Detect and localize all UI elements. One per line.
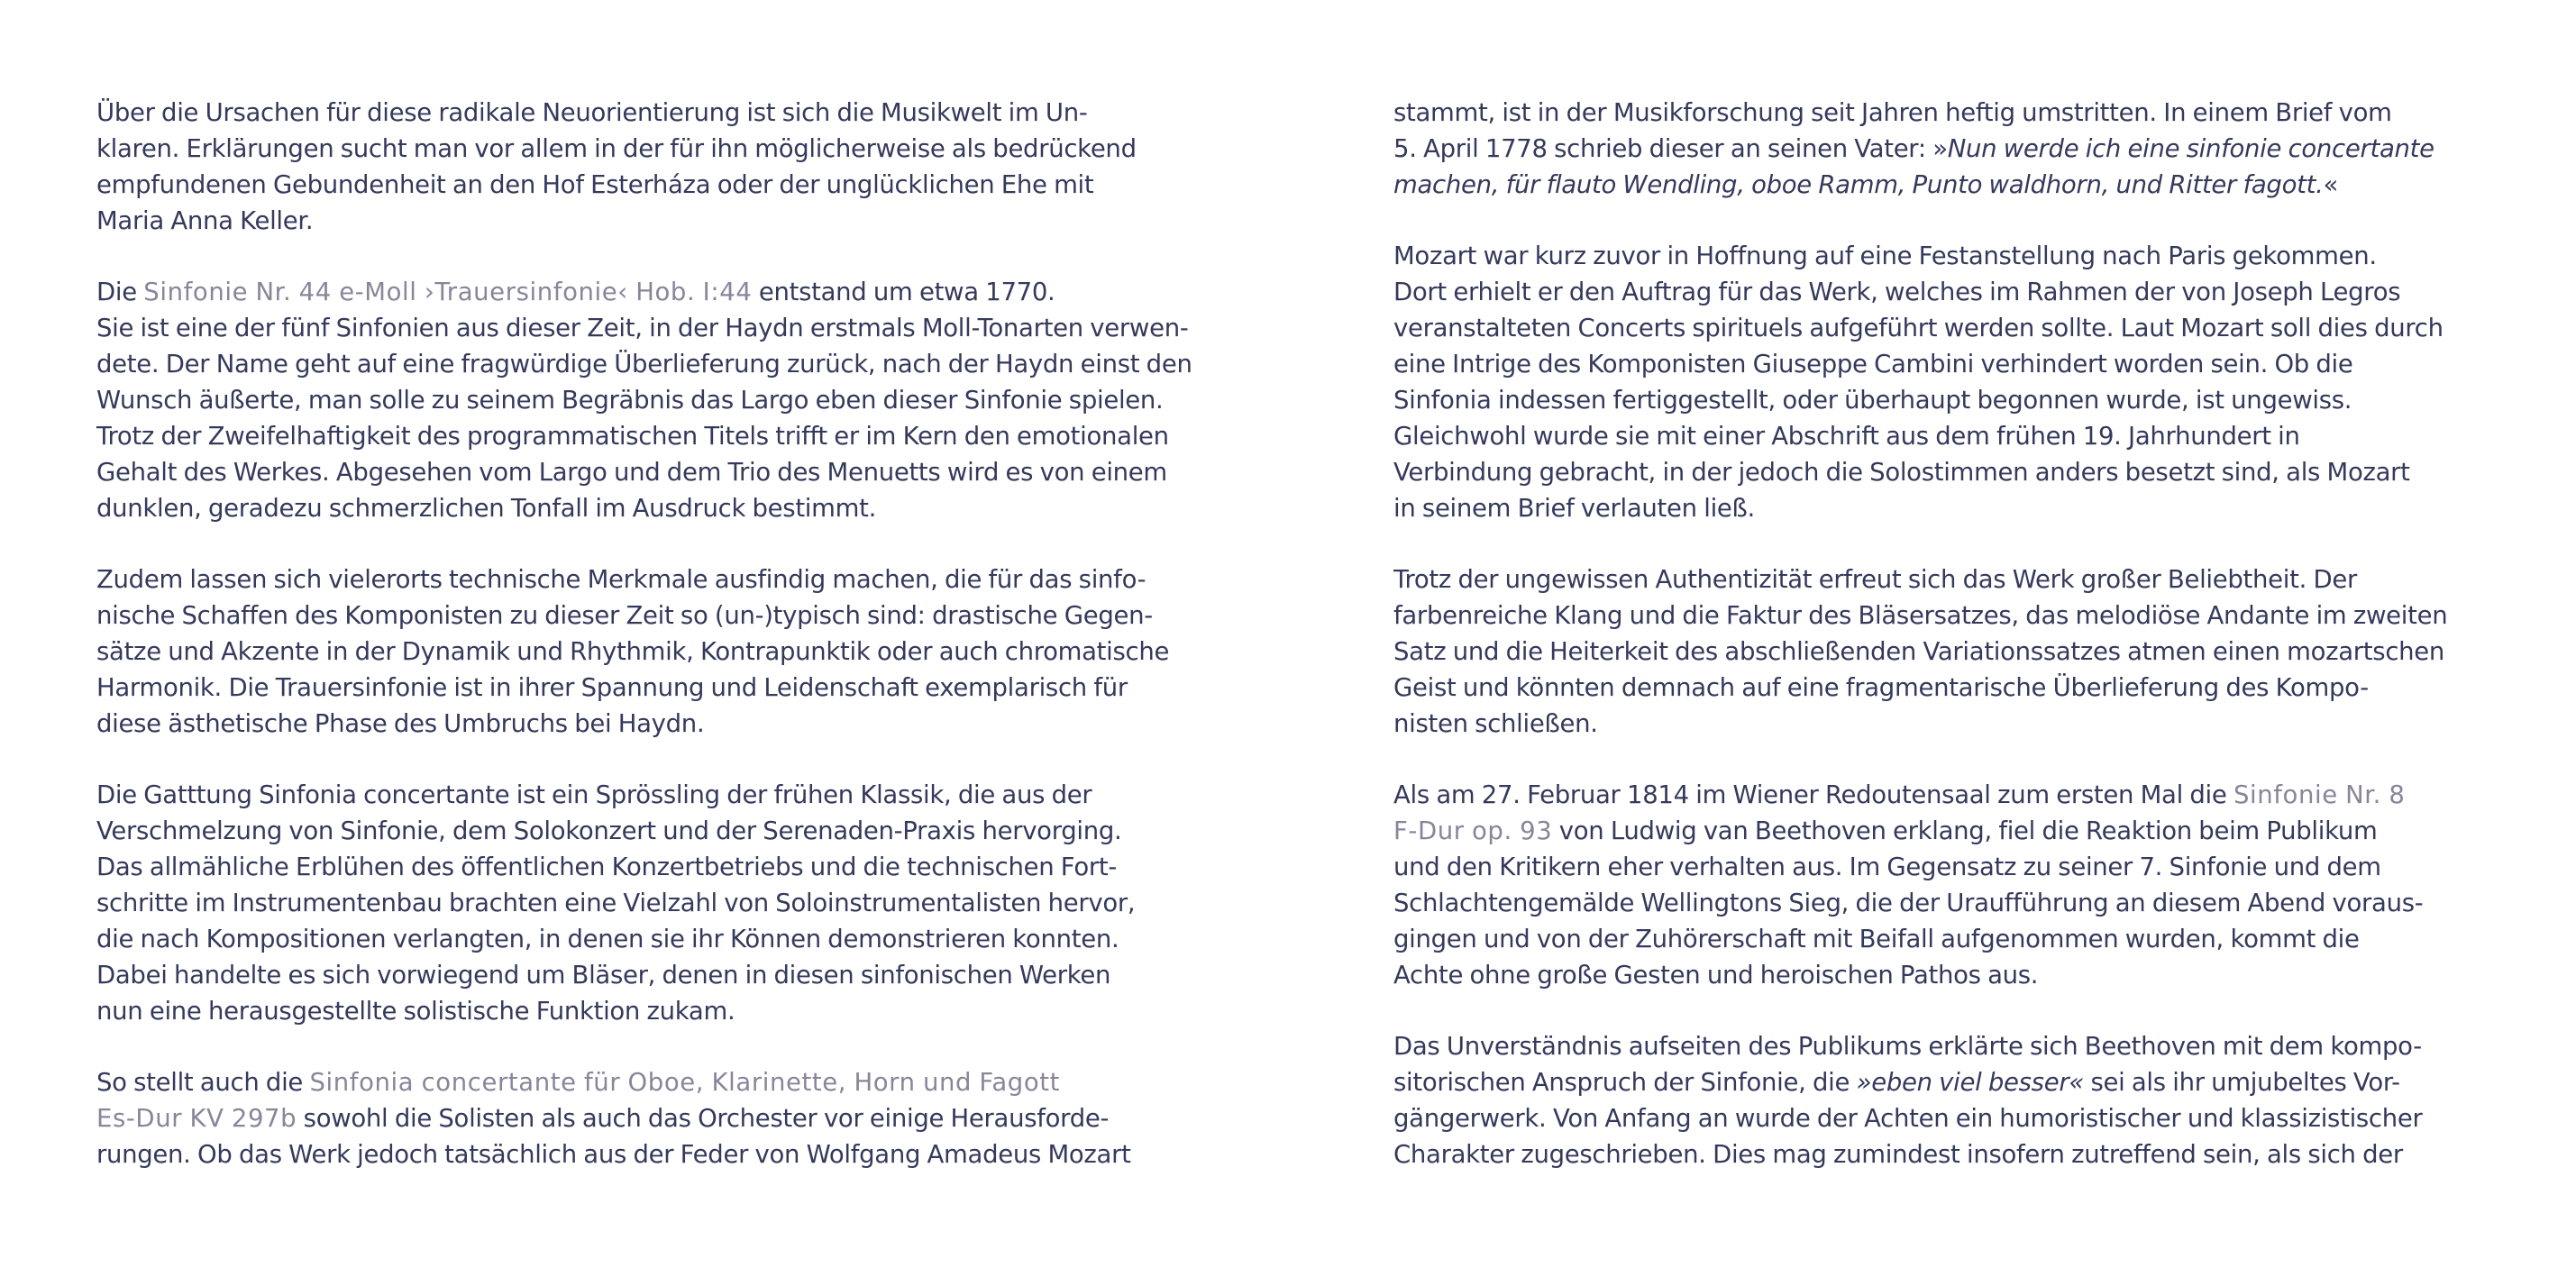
work-title: F-Dur op. 93: [1393, 816, 1553, 845]
text-line: [1393, 167, 2511, 203]
text-line: Harmonik. Die Trauersinfonie ist in ihrer Spannung und Leidenschaft exemplarisch für: [96, 673, 1128, 702]
quote-text: »eben viel besser«: [1856, 1068, 2085, 1097]
text-line: und den Kritikern eher verhalten aus. Im Gegensatz zu seiner 7. Sinfonie und dem: [1393, 853, 2381, 881]
text-line: [1393, 777, 2511, 813]
paragraph: [1393, 1028, 2511, 1172]
paragraph: [1393, 561, 2511, 742]
text-line: sätze und Akzente in der Dynamik und Rhythmik, Kontrapunktik oder auch chromatische: [96, 637, 1170, 666]
text-line: Geist und könnten demnach auf eine fragmentarische Überlieferung des Kompo-: [1393, 673, 2369, 702]
text-line: Charakter zugeschrieben. Dies mag zumindest insofern zutreffend sein, als sich der: [1393, 1140, 2403, 1169]
text-line: Sie ist eine der fünf Sinfonien aus dieser Zeit, in der Haydn erstmals Moll-Tonarten verwen-: [96, 314, 1189, 342]
text-line: diese ästhetische Phase des Umbruchs bei Haydn.: [96, 709, 705, 738]
text-run: «: [2323, 170, 2339, 199]
text-line: Dabei handelte es sich vorwiegend um Bläser, denen in diesen sinfonischen Werken: [96, 961, 1111, 990]
text-run: sowohl die Solisten als auch das Orchester vor einige Herausforde-: [297, 1104, 1110, 1133]
text-line: Verschmelzung von Sinfonie, dem Solokonzert und der Serenaden-Praxis hervorging.: [96, 816, 1122, 845]
work-title: Es-Dur KV 297b: [96, 1104, 297, 1133]
text-line: gängerwerk. Von Anfang an wurde der Achten ein humoristischer und klassizistischer: [1393, 1104, 2423, 1133]
text-line: [96, 1100, 1214, 1136]
text-line: [1393, 1064, 2511, 1100]
text-run: entstand um etwa 1770.: [752, 278, 1055, 306]
paragraph: [1393, 777, 2511, 993]
text-line: Trotz der ungewissen Authentizität erfreut sich das Werk großer Beliebtheit. Der: [1393, 565, 2357, 594]
text-line: eine Intrige des Komponisten Giuseppe Cambini verhindert worden sein. Ob die: [1393, 350, 2353, 379]
text-line: die nach Kompositionen verlangten, in denen sie ihr Können demonstrieren konnten.: [96, 925, 1119, 953]
paragraph: [96, 274, 1214, 526]
text-run: von Ludwig van Beethoven erklang, fiel die Reaktion beim Publikum: [1552, 816, 2378, 845]
quote-text: Nun werde ich eine sinfonie concertante: [1947, 134, 2434, 163]
paragraph: [96, 95, 1214, 239]
text-line: Verbindung gebracht, in der jedoch die Solostimmen anders besetzt sind, als Mozart: [1393, 458, 2410, 487]
text-line: Achte ohne große Gesten und heroischen Pathos aus.: [1393, 961, 2039, 990]
text-line: klaren. Erklärungen sucht man vor allem in der für ihn möglicherweise als bedrückend: [96, 134, 1137, 163]
text-line: Mozart war kurz zuvor in Hoffnung auf eine Festanstellung nach Paris gekommen.: [1393, 242, 2377, 270]
text-line: dunklen, geradezu schmerzlichen Tonfall im Ausdruck bestimmt.: [96, 494, 877, 523]
text-line: Gehalt des Werkes. Abgesehen vom Largo und dem Trio des Menuetts wird es von einem: [96, 458, 1167, 487]
text-line: Das Unverständnis aufseiten des Publikums erklärte sich Beethoven mit dem kompo-: [1393, 1032, 2422, 1061]
text-line: Trotz der Zweifelhaftigkeit des programmatischen Titels trifft er im Kern den emotionalen: [96, 422, 1169, 451]
text-line: in seinem Brief verlauten ließ.: [1393, 494, 1755, 523]
text-line: Zudem lassen sich vielerorts technische Merkmale ausfindig machen, die für das sinfo-: [96, 565, 1146, 594]
text-line: Dort erhielt er den Auftrag für das Werk, welches im Rahmen der von Joseph Legros: [1393, 278, 2401, 306]
text-line: dete. Der Name geht auf eine fragwürdige Überlieferung zurück, nach der Haydn einst den: [96, 350, 1192, 379]
text-run: Als am 27. Februar 1814 im Wiener Redoutensaal zum ersten Mal die: [1393, 780, 2233, 809]
text-line: [1393, 813, 2511, 849]
text-line: nisten schließen.: [1393, 709, 1598, 738]
text-line: schritte im Instrumentenbau brachten eine Vielzahl von Soloinstrumentalisten hervor,: [96, 889, 1136, 917]
text-line: [96, 1064, 1214, 1100]
text-line: Wunsch äußerte, man solle zu seinem Begräbnis das Largo eben dieser Sinfonie spielen.: [96, 386, 1164, 415]
text-run: So stellt auch die: [96, 1068, 310, 1097]
text-line: Satz und die Heiterkeit des abschließenden Variationssatzes atmen einen mozartschen: [1393, 637, 2445, 666]
text-run: 5. April 1778 schrieb dieser an seinen Vater: »: [1393, 134, 1948, 163]
text-line: veranstalteten Concerts spirituels aufgeführt werden sollte. Laut Mozart soll dies durch: [1393, 314, 2444, 342]
text-line: Die Gatttung Sinfonia concertante ist ein Sprössling der frühen Klassik, die aus der: [96, 780, 1092, 809]
paragraph: [1393, 95, 2511, 203]
text-line: empfundenen Gebundenheit an den Hof Esterháza oder der unglücklichen Ehe mit: [96, 170, 1094, 199]
paragraph: [96, 561, 1214, 742]
paragraph: [1393, 238, 2511, 526]
paragraph: [96, 1064, 1214, 1172]
text-line: gingen und von der Zuhörerschaft mit Beifall aufgenommen wurden, kommt die: [1393, 925, 2360, 953]
work-title: Sinfonia concertante für Oboe, Klarinette, Horn und Fagott: [309, 1068, 1061, 1097]
left-page: [96, 95, 1214, 1208]
text-run: Die: [96, 278, 144, 306]
right-page: [1393, 95, 2511, 1208]
text-line: nische Schaffen des Komponisten zu dieser Zeit so (un-)typisch sind: drastische Gegen-: [96, 601, 1153, 630]
quote-text: machen, für flauto Wendling, oboe Ramm, Punto waldhorn, und Ritter fagott.: [1393, 170, 2324, 199]
text-line: Gleichwohl wurde sie mit einer Abschrift aus dem frühen 19. Jahrhundert in: [1393, 422, 2300, 451]
text-line: [1393, 131, 2511, 167]
text-line: stammt, ist in der Musikforschung seit Jahren heftig umstritten. In einem Brief vom: [1393, 98, 2392, 127]
text-line: Sinfonia indessen fertiggestellt, oder überhaupt begonnen wurde, ist ungewiss.: [1393, 386, 2352, 415]
text-run: sitorischen Anspruch der Sinfonie, die: [1393, 1068, 1857, 1097]
text-line: farbenreiche Klang und die Faktur des Bläsersatzes, das melodiöse Andante im zweiten: [1393, 601, 2448, 630]
work-title: Sinfonie Nr. 44 e-Moll ›Trauersinfonie‹ Hob. I:44: [143, 278, 753, 306]
text-line: Schlachtengemälde Wellingtons Sieg, die der Uraufführung an diesem Abend voraus-: [1393, 889, 2424, 917]
work-title: Sinfonie Nr. 8: [2233, 780, 2406, 809]
text-line: [96, 274, 1214, 310]
text-line: Das allmähliche Erblühen des öffentlichen Konzertbetriebs und die technischen Fort-: [96, 853, 1117, 881]
text-line: nun eine herausgestellte solistische Funktion zukam.: [96, 997, 735, 1026]
paragraph: [96, 777, 1214, 1029]
text-line: Maria Anna Keller.: [96, 206, 314, 235]
text-line: Über die Ursachen für diese radikale Neuorientierung ist sich die Musikwelt im Un-: [96, 98, 1088, 127]
text-run: sei als ihr umjubeltes Vor-: [2084, 1068, 2400, 1097]
text-line: rungen. Ob das Werk jedoch tatsächlich aus der Feder von Wolfgang Amadeus Mozart: [96, 1140, 1131, 1169]
